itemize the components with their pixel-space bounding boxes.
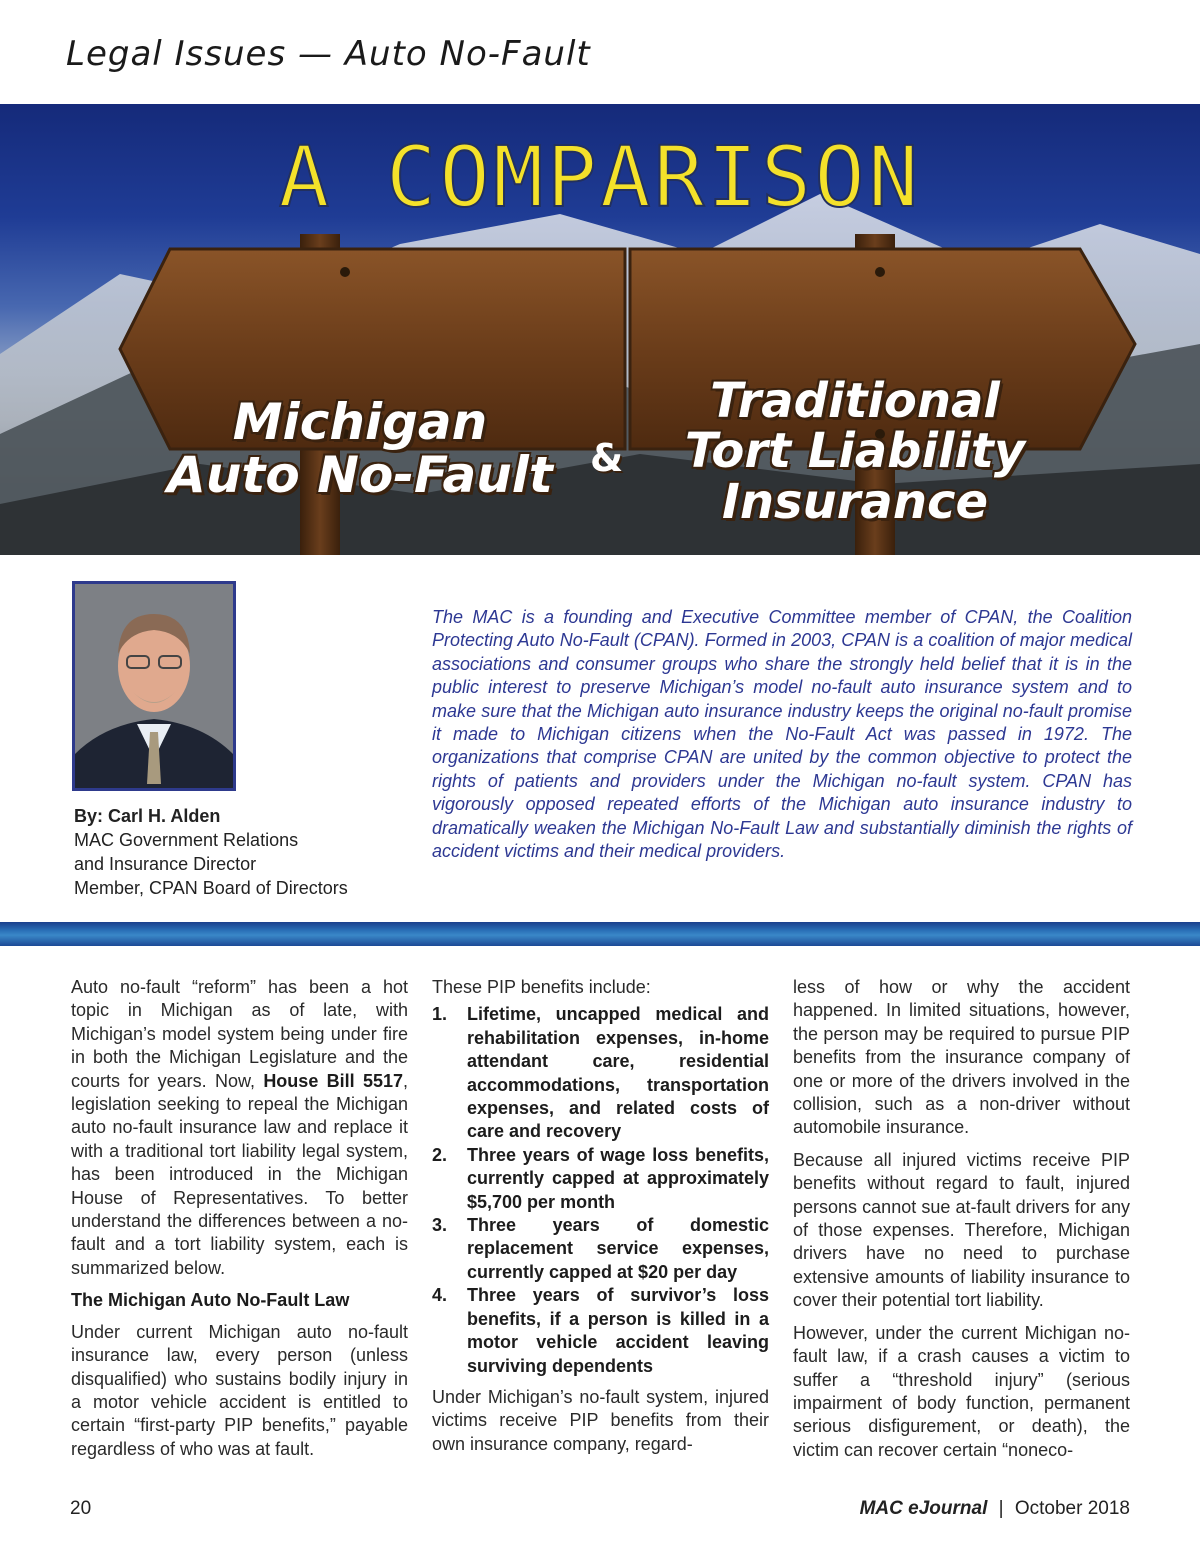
body-paragraph: However, under the current Michigan no-fault law, if a crash causes a victim to suffer a “threshold injury” (serious impairment of body function, permanent serious disfigurement, or death), the victim can recover certain “noneco- <box>793 1322 1130 1460</box>
list-text: Three years of wage loss benefits, currently capped at approximately $5,700 per month <box>467 1144 769 1212</box>
list-text: Three years of survivor’s loss benefits, if a person is killed in a motor vehicle accident leaving surviving dependents <box>467 1285 769 1376</box>
sign-left-line: Michigan <box>232 393 488 451</box>
author-title: MAC Government Relations <box>74 830 299 850</box>
section-divider <box>0 922 1200 946</box>
sign-right-line: Tort Liability <box>684 423 1026 480</box>
list-number: 4. <box>432 1285 448 1306</box>
byline <box>74 804 348 900</box>
pip-benefits-list <box>432 1003 769 1378</box>
list-item <box>432 1003 769 1143</box>
text-run: , legislation seeking to repeal the Michigan auto no-fault insurance law and replace it with a traditional tort liability legal system, has been introduced in the Michigan House of Representatives. To better understand the differences between a no-fault and a tort liability system, each is summarized below. <box>71 1070 409 1278</box>
ampersand: & <box>590 436 624 480</box>
author-title: Member, CPAN Board of Directors <box>74 878 348 898</box>
list-number: 1. <box>432 1004 448 1025</box>
publication-name: MAC eJournal <box>859 1498 988 1519</box>
bill-reference: House Bill 5517 <box>263 1070 403 1091</box>
section-heading: The Michigan Auto No-Fault Law <box>71 1290 350 1311</box>
list-item <box>432 1214 769 1284</box>
list-number: 2. <box>432 1144 448 1165</box>
publication-date: October 2018 <box>1014 1498 1130 1519</box>
article-column-3 <box>793 976 1130 1471</box>
sign-left-line: Auto No-Fault <box>167 445 553 504</box>
text-run: Auto no-fault “reform” has been a hot topic in Michigan as of late, with Michigan’s model system being under fire in both the Michigan Legislature and the courts for years. Now, <box>71 977 408 1091</box>
body-paragraph <box>71 976 408 1280</box>
list-number: 3. <box>432 1215 448 1236</box>
sign-right-line: Insurance <box>721 473 988 530</box>
hero-title: A COMPARISON <box>278 128 922 226</box>
intro-paragraph: The MAC is a founding and Executive Committee member of CPAN, the Coalition Protecting Auto No-Fault (CPAN). Formed in 2003, CPAN is a coalition of major medical associations and consumer groups who share the strongly held belief that it is in the public interest to preserve Michigan’s model no-fault auto insurance system and to make sure that the Michigan auto insurance industry keeps the original no-fault promise it made to Michigan citizens when the No-Fault Act was passed in 1972. The organizations that comprise CPAN are united by the common objective to protect the rights of patients and providers under the Michigan no-fault system. CPAN has vigorously opposed repeated efforts of the Michigan auto insurance industry to dramatically weaken the Michigan No-Fault Law and substantially diminish the rights of accident victims and their medical providers. <box>432 607 1132 862</box>
list-item <box>432 1144 769 1214</box>
author-photo <box>72 581 236 791</box>
list-item <box>432 1284 769 1378</box>
list-text: Three years of domestic replacement service expenses, currently capped at $20 per day <box>467 1215 769 1282</box>
author-title: and Insurance Director <box>74 854 257 874</box>
body-paragraph: Under current Michigan auto no-fault insurance law, every person (unless disqualified) who sustains bodily injury in a motor vehicle accident is entitled to certain “first-party PIP benefits,” payable regardless of who was at fault. <box>71 1321 408 1459</box>
hero-banner <box>0 104 1200 555</box>
section-tag: Legal Issues — Auto No-Fault <box>66 34 591 74</box>
page-number: 20 <box>70 1498 92 1519</box>
sign-right-text <box>660 373 1050 530</box>
footer-separator: | <box>998 1498 1004 1519</box>
body-paragraph: Because all injured victims receive PIP benefits without regard to fault, injured persons cannot sue at-fault drivers for any of those expenses. Therefore, Michigan drivers have no need to purchase extensive amounts of liability insurance to cover their potential tort liability. <box>793 1149 1130 1311</box>
body-paragraph: Under Michigan’s no-fault system, injured victims receive PIP benefits from their own insurance company, regard- <box>432 1386 769 1454</box>
list-lead: These PIP benefits include: <box>432 977 651 997</box>
sign-left-text <box>150 393 570 504</box>
article-column-1 <box>71 976 408 1470</box>
body-paragraph: less of how or why the accident happened. In limited situations, however, the person may be required to pursue PIP benefits from the insurance company of one or more of the drivers involved in the collision, such as a non-driver without automobile insurance. <box>793 977 1130 1138</box>
sign-right-line: Traditional <box>710 373 1000 429</box>
publication-footer <box>860 1498 1130 1520</box>
author-name: By: Carl H. Alden <box>74 806 221 826</box>
author-portrait-icon <box>75 584 233 788</box>
list-text: Lifetime, uncapped medical and rehabilitation expenses, in-home attendant care, residential accommodations, transportation expenses, and related costs of care and recovery <box>467 1004 769 1142</box>
article-column-2 <box>432 976 769 1465</box>
